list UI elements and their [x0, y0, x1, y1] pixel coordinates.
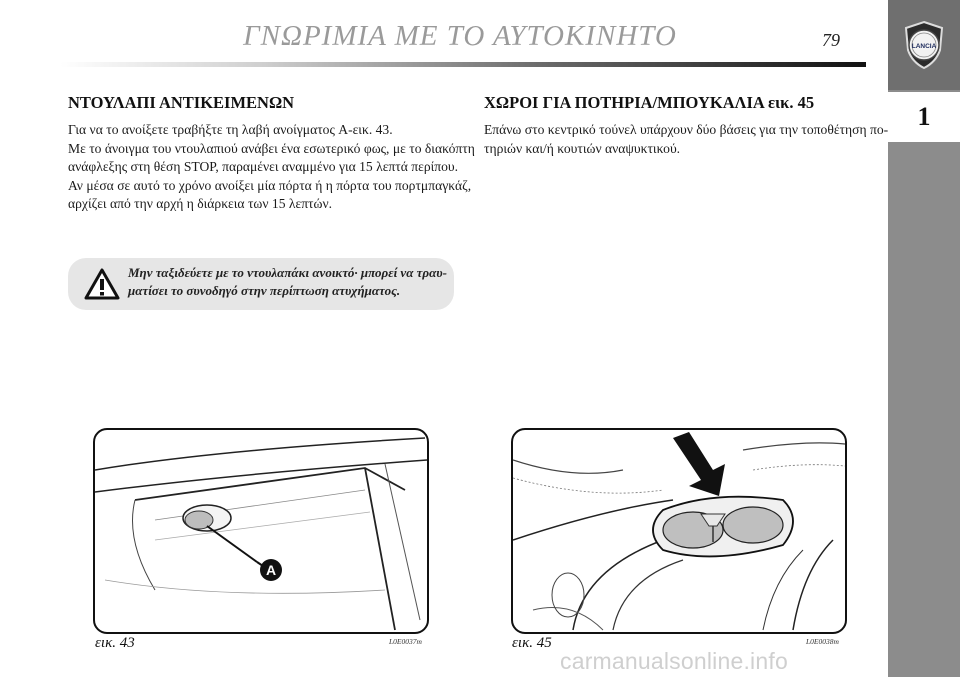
- figure-glovebox: [93, 428, 429, 634]
- figure-cupholders: [511, 428, 847, 634]
- chapter-number: 1: [888, 92, 960, 142]
- watermark: carmanualsonline.info: [560, 648, 788, 674]
- lancia-logo-icon: [902, 20, 946, 70]
- cupholder-heading: ΧΩΡΟΙ ΓΙΑ ΠΟΤΗΡΙΑ/ΜΠΟΥΚΑΛΙΑ εικ. 45: [484, 93, 815, 112]
- warning-line: ματίσει το συνοδηγό στην περίπτωση ατυχήματος.: [128, 283, 401, 298]
- page-header-title: ΓΝΩΡΙΜΙΑ ΜΕ ΤΟ ΑΥΤΟΚΙΝΗΤΟ: [243, 20, 677, 52]
- body-line: ανάφλεξης στη θέση STOP, παραμένει αναμμένο για 15 λεπτά περίπου.: [68, 159, 459, 175]
- arrow-down-icon: [673, 432, 725, 496]
- figure-45-code: L0E0038m: [806, 637, 839, 646]
- body-line: Για να το ανοίξετε τραβήξτε τη λαβή ανοίγματος A-εικ. 43.: [68, 122, 393, 137]
- glovebox-illustration: [95, 430, 427, 632]
- body-line: Επάνω στο κεντρικό τούνελ υπάρχουν δύο βάσεις για την τοποθέτηση πο-: [484, 122, 889, 137]
- figure-43-code: L0E0037m: [389, 637, 422, 646]
- body-line: αρχίζει από την αρχή η διάρκεια των 15 λεπτών.: [68, 196, 333, 212]
- body-line: Με το άνοιγμα του ντουλαπιού ανάβει ένα εσωτερικό φως, με το διακόπτη: [68, 140, 475, 156]
- warning-box: [68, 258, 454, 310]
- logo-text: LANCIA: [911, 43, 937, 50]
- body-line: Αν μέσα σε αυτό το χρόνο ανοίξει μία πόρτα ή η πόρτα του πορτμπαγκάζ,: [68, 177, 472, 193]
- cupholder-illustration: [513, 430, 845, 632]
- figure-45-caption: εικ. 45: [512, 635, 552, 651]
- glovebox-heading: ΝΤΟΥΛΑΠΙ ΑΝΤΙΚΕΙΜΕΝΩΝ: [68, 93, 295, 112]
- warning-text: [128, 264, 447, 300]
- figure-43-caption: εικ. 43: [95, 635, 135, 651]
- header-rule: [60, 62, 866, 67]
- callout-a-label: A: [265, 562, 277, 578]
- warning-line: Μην ταξιδεύετε με το ντουλαπάκι ανοικτό· μπορεί να τραυ-: [128, 265, 448, 280]
- cupholder-body: [484, 121, 888, 158]
- glovebox-body: [68, 121, 475, 214]
- warning-triangle-icon: [84, 268, 120, 300]
- chapter-sidebar: [888, 0, 960, 677]
- sidebar-logo-area: [888, 0, 960, 90]
- page-number: 79: [822, 30, 840, 50]
- body-line: τηριών και/ή κουτιών αναψυκτικού.: [484, 140, 681, 156]
